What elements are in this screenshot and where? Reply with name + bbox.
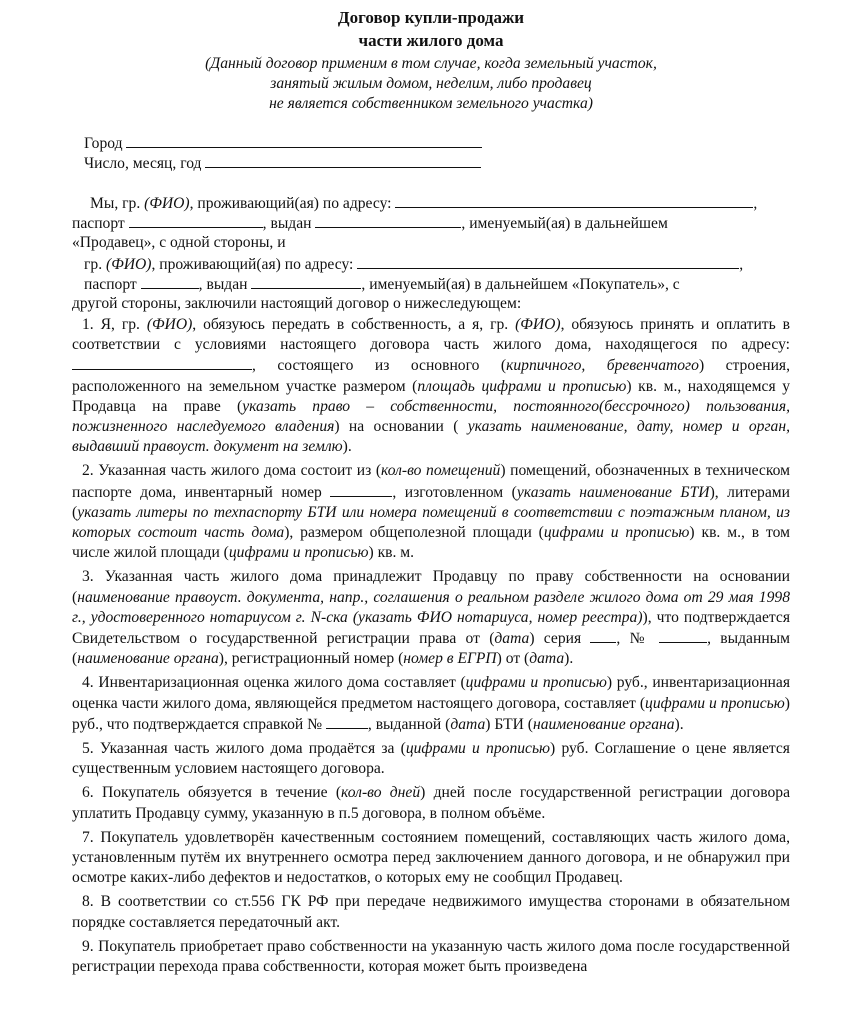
note-line-3: не является собственником земельного участка) xyxy=(269,95,593,112)
seller-line-1: Мы, гр. (ФИО), проживающий(ая) по адресу: , xyxy=(90,195,758,212)
buyer-line-3: другой стороны, заключили настоящий договор о нижеследующем: xyxy=(72,295,522,312)
clause-4: 4. Инвентаризационная оценка жилого дома составляет (цифрами и прописью) руб., инвентаризационная оценка части жилого дома, являющейся предметом настоящего договора, составляет (цифрами и прописью) руб., что подтверждается справкой № , выданной (дата) БТИ (наименование органа). xyxy=(72,674,790,733)
clause-9: 9. Покупатель приобретает право собственности на указанную часть жилого дома после государственной регистрации перехода права собственности, которая может быть произведена xyxy=(72,937,790,976)
date-field xyxy=(84,153,481,174)
note-line-1: (Данный договор применим в том случае, когда земельный участок, xyxy=(205,55,657,72)
clause-8: 8. В соответствии со ст.556 ГК РФ при передаче недвижимого имущества сторонами в обязательном порядке составляется передаточный акт. xyxy=(72,893,790,931)
clause-7: 7. Покупатель удовлетворён качественным состоянием помещений, составляющих часть жилого дома, установленным путём их внутреннего осмотра перед заключением данного договора, и не обнаружил при осмотре каких-либо дефектов и недостатков, о которых ему не сообщил Продавец. xyxy=(72,828,790,887)
seller-line-2: паспорт , выдан , именуемый(ая) в дальнейшем xyxy=(72,215,668,232)
city-blank xyxy=(126,133,482,148)
clause-6: 6. Покупатель обязуется в течение (кол-во дней) дней после государственной регистрации договора уплатить Продавцу сумму, указанную в п.5 договора, в полном объёме. xyxy=(72,784,790,822)
clause-5: 5. Указанная часть жилого дома продаётся за (цифрами и прописью) руб. Соглашение о цене является существенным условием настоящего договора. xyxy=(72,740,790,778)
clause-1: 1. Я, гр. (ФИО), обязуюсь передать в собственность, а я, гр. (ФИО), обязуюсь принять и оплатить в соответствии с условиями настоящего договора часть жилого дома, находящегося по адресу: , состоящего из основного (кирпичного, бревенчатого) строения, расположенного на земельном участке размером (площадь цифрами и прописью) кв. м., находящемся у Продавца на праве (указать право – собственности, постоянного(бессрочного) пользования, пожизненного наследуемого владения) на основании ( указать наименование, дату, номер и орган, выдавший правоуст. документ на землю). xyxy=(72,316,791,456)
document-title: Договор купли-продажи xyxy=(337,8,525,27)
city-label: Город xyxy=(84,135,123,152)
date-label: Число, месяц, год xyxy=(84,155,202,172)
seller-line-3: «Продавец», с одной стороны, и xyxy=(72,234,286,251)
buyer-line-2: паспорт , выдан , именуемый(ая) в дальнейшем «Покупатель», с xyxy=(84,276,680,293)
document-subtitle: части жилого дома xyxy=(358,31,504,50)
note-line-2: занятый жилым домом, неделим, либо продавец xyxy=(270,75,592,92)
date-blank xyxy=(205,153,481,168)
clause-2: 2. Указанная часть жилого дома состоит из (кол-во помещений) помещений, обозначенных в техническом паспорте дома, инвентарный номер , изготовленном (указать наименование БТИ), литерами (указать литеры по техпаспорту БТИ или номера помещений в соответствии с поэтажным планом, из которых состоит часть дома), размером общеполезной площади (цифрами и прописью) кв. м., в том числе жилой площади (цифрами и прописью) кв. м. xyxy=(72,462,790,562)
clauses xyxy=(72,315,790,977)
clause-3: 3. Указанная часть жилого дома принадлежит Продавцу по праву собственности на основании (наименование правоуст. документа, напр., соглашения о реальном разделе жилого дома от 29 мая 1998 г., удостоверенного нотариусом г. N-ска (указать ФИО нотариуса, номер реестра)), что подтверждается Свидетельством о государственной регистрации права от (дата) серия , № , выданным (наименование органа), регистрационный номер (номер в ЕГРП) от (дата). xyxy=(72,568,791,668)
buyer-line-1: гр. (ФИО), проживающий(ая) по адресу: , xyxy=(84,256,744,273)
city-field xyxy=(84,133,482,154)
